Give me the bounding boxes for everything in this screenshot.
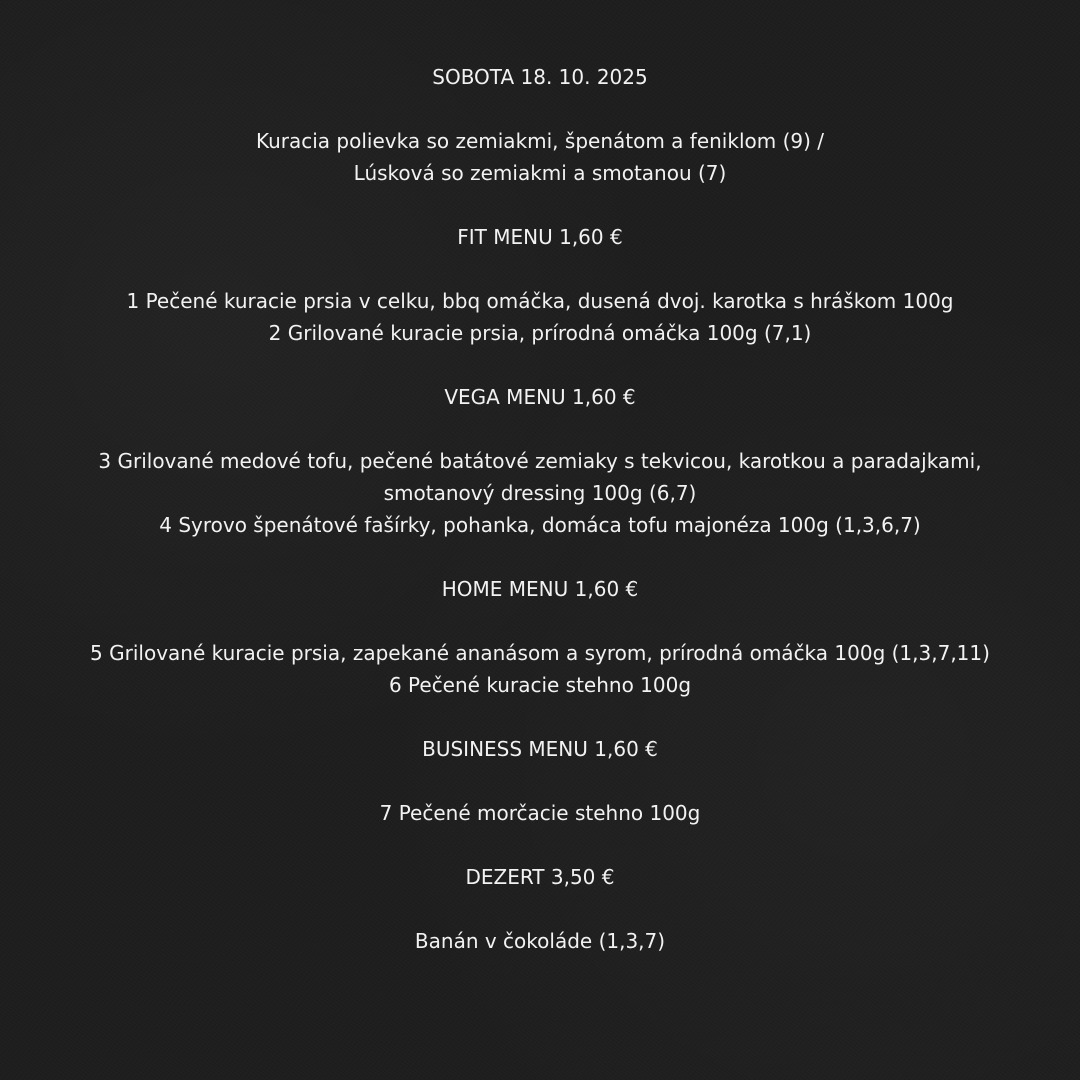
spacer xyxy=(0,829,1080,861)
vega-menu-item-3-line-1: 3 Grilované medové tofu, pečené batátové zemiaky s tekvicou, karotkou a paradajkami, xyxy=(98,449,982,473)
home-menu-title: HOME MENU 1,60 € xyxy=(441,577,639,601)
soup-line-1: Kuracia polievka so zemiakmi, špenátom a feniklom (9) / xyxy=(255,129,825,153)
home-menu-item-5: 5 Grilované kuracie prsia, zapekané ananásom a syrom, prírodná omáčka 100g (1,3,7,11) xyxy=(90,641,990,665)
fit-menu-title: FIT MENU 1,60 € xyxy=(457,225,623,249)
vega-menu-item-4: 4 Syrovo špenátové fašírky, pohanka, domáca tofu majonéza 100g (1,3,6,7) xyxy=(159,513,921,537)
spacer xyxy=(0,413,1080,445)
spacer xyxy=(0,701,1080,733)
business-menu-item-7: 7 Pečené morčacie stehno 100g xyxy=(379,801,701,825)
spacer xyxy=(0,349,1080,381)
vega-menu-title: VEGA MENU 1,60 € xyxy=(444,385,636,409)
spacer xyxy=(0,605,1080,637)
business-menu-title: BUSINESS MENU 1,60 € xyxy=(422,737,658,761)
spacer xyxy=(0,253,1080,285)
spacer xyxy=(0,93,1080,125)
dessert-title: DEZERT 3,50 € xyxy=(465,865,615,889)
spacer xyxy=(0,541,1080,573)
spacer xyxy=(0,893,1080,925)
spacer xyxy=(0,765,1080,797)
vega-menu-item-3-line-2: smotanový dressing 100g (6,7) xyxy=(383,481,697,505)
daily-menu xyxy=(0,61,1080,957)
menu-date: SOBOTA 18. 10. 2025 xyxy=(432,65,648,89)
fit-menu-item-2: 2 Grilované kuracie prsia, prírodná omáčka 100g (7,1) xyxy=(268,321,812,345)
spacer xyxy=(0,189,1080,221)
fit-menu-item-1: 1 Pečené kuracie prsia v celku, bbq omáčka, dusená dvoj. karotka s hráškom 100g xyxy=(126,289,954,313)
home-menu-item-6: 6 Pečené kuracie stehno 100g xyxy=(388,673,692,697)
dessert-item: Banán v čokoláde (1,3,7) xyxy=(414,929,666,953)
soup-line-2: Lúsková so zemiakmi a smotanou (7) xyxy=(353,161,727,185)
